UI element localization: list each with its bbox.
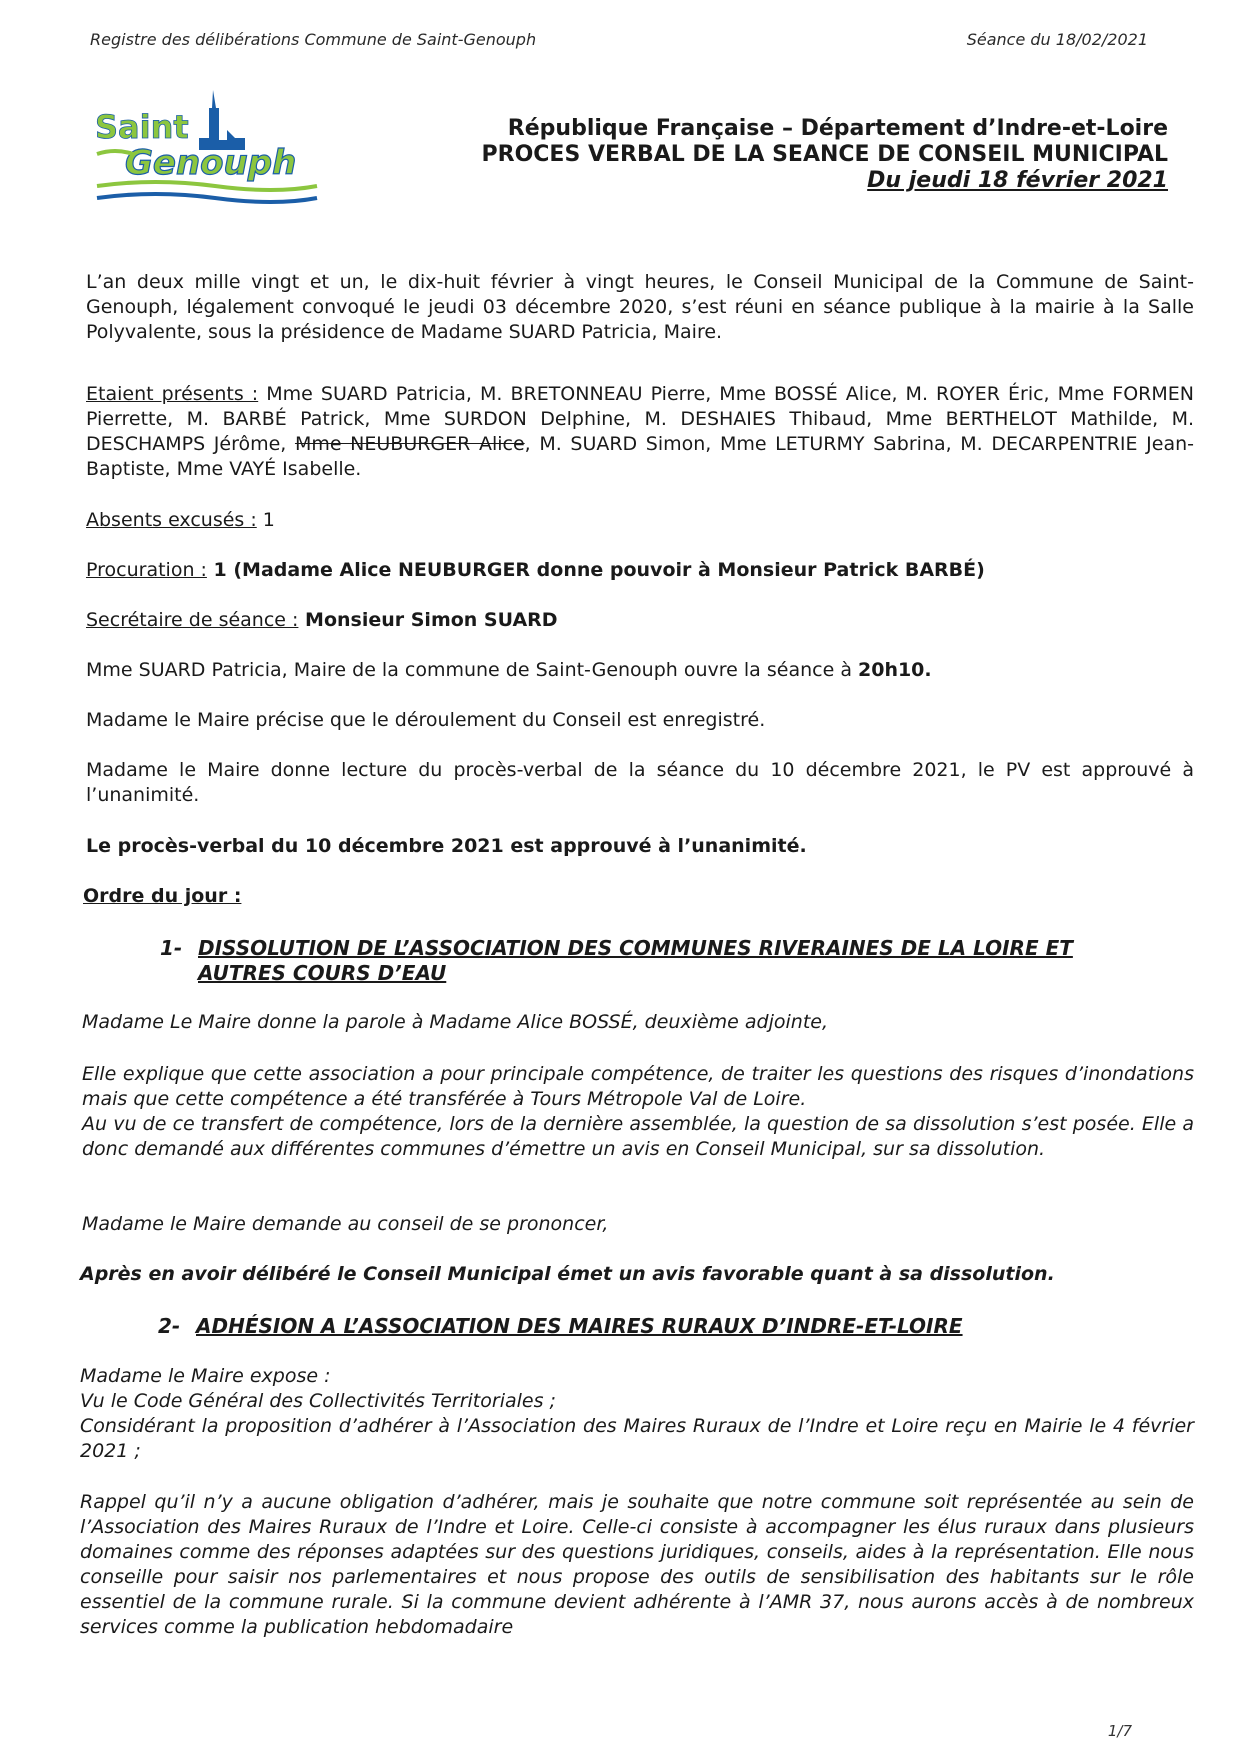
item1-demande: Madame le Maire demande au conseil de se prononcer,	[82, 1213, 609, 1235]
procuration-line	[86, 558, 1194, 583]
absents-line	[86, 508, 1194, 533]
logo-line2: Genouph	[125, 143, 297, 183]
document-title	[482, 116, 1169, 194]
secretaire-label: Secrétaire de séance :	[86, 609, 299, 631]
item1-parole: Madame Le Maire donne la parole à Madame Alice BOSSÉ, deuxième adjointe,	[82, 1011, 829, 1033]
intro-paragraph: L’an deux mille vingt et un, le dix-huit février à vingt heures, le Conseil Municipal de la Commune de Saint-Genouph, légalement convoqué le jeudi 03 décembre 2020, s’est réuni en séance publique à la mairie à la Salle Polyvalente, sous la présidence de Madame SUARD Patricia, Maire.	[86, 271, 1194, 343]
church-icon	[199, 90, 245, 150]
item1-title-line1: DISSOLUTION DE L’ASSOCIATION DES COMMUNES RIVERAINES DE LA LOIRE ET	[198, 936, 1073, 960]
item2-rappel: Rappel qu’il n’y a aucune obligation d’adhérer, mais je souhaite que notre commune soit représentée au sein de l’Association des Maires Ruraux de l’Indre et Loire. Celle-ci consiste à accompagner les élus ruraux dans plusieurs domaines comme des réponses adaptées sur des questions juridiques, conseils, aides à la représentation. Elle nous conseille pour saisir nos parlementaires et nous propose des outils de sensibilisation des habitants sur le rôle essentiel de la commune rurale. Si la commune devient adhérente à l’AMR 37, nous aurons accès à de nombreux services comme la publication hebdomadaire	[80, 1491, 1194, 1638]
title-date: Du jeudi 18 février 2021	[867, 168, 1168, 193]
absents-label: Absents excusés :	[86, 509, 257, 531]
presents-paragraph	[86, 382, 1194, 482]
item1-title-line2: AUTRES COURS D’EAU	[198, 961, 447, 985]
procuration-label: Procuration :	[86, 559, 207, 581]
secretaire-line	[86, 608, 1194, 633]
ordre-du-jour-heading: Ordre du jour :	[83, 885, 242, 907]
item1-transfert: Au vu de ce transfert de compétence, lors de la dernière assemblée, la question de sa dissolution s’est posée. Elle a donc demandé aux différentes communes d’émettre un avis en Conseil Municipal, sur sa dissolution.	[82, 1113, 1194, 1160]
procuration-value: 1 (Madame Alice NEUBURGER donne pouvoir à Monsieur Patrick BARBÉ)	[206, 559, 985, 581]
title-line2: PROCES VERBAL DE LA SEANCE DE CONSEIL MUNICIPAL	[481, 142, 1168, 167]
saint-genouph-logo	[95, 80, 325, 210]
ouverture-line	[86, 658, 1194, 683]
lecture-paragraph: Madame le Maire donne lecture du procès-verbal de la séance du 10 décembre 2021, le PV est approuvé à l’unanimité.	[86, 759, 1194, 806]
presents-list: Mme SUARD Patricia, M. BRETONNEAU Pierre, Mme BOSSÉ Alice, M. ROYER Éric, Mme FORMEN Pierrette, M. BARBÉ Patrick, Mme SURDON Delphine, M. DESHAIES Thibaud, Mme BERTHELOT Mathilde, M. DESCHAMPS Jérôme,	[86, 383, 1194, 455]
header-registre: Registre des délibérations Commune de Saint-Genouph	[90, 30, 537, 49]
item1-explication: Elle explique que cette association a pour principale compétence, de traiter les questions des risques d’inondations mais que cette compétence a été transférée à Tours Métropole Val de Loire.	[82, 1063, 1194, 1110]
wave-green	[97, 182, 317, 190]
item2-heading	[158, 1314, 963, 1339]
secretaire-value: Monsieur Simon SUARD	[298, 609, 558, 631]
item2-considerant: Considérant la proposition d’adhérer à l’Association des Maires Ruraux de l’Indre et Loire reçu en Mairie le 4 février 2021 ;	[80, 1415, 1194, 1462]
presents-struck-name: Mme NEUBURGER Alice	[294, 433, 525, 455]
header-seance-date: Séance du 18/02/2021	[966, 30, 1148, 49]
item2-expose: Madame le Maire expose :	[80, 1365, 331, 1387]
absents-value: 1	[256, 509, 275, 531]
title-line1: République Française – Département d’Indre-et-Loire	[507, 116, 1168, 141]
ouverture-text: Mme SUARD Patricia, Maire de la commune de Saint-Genouph ouvre la séance à	[86, 659, 858, 681]
item1-number: 1-	[160, 936, 183, 960]
logo-line1: Saint	[95, 108, 189, 146]
pv-approuve: Le procès-verbal du 10 décembre 2021 est approuvé à l’unanimité.	[86, 835, 807, 857]
item2-title: ADHÉSION A L’ASSOCIATION DES MAIRES RURAUX D’INDRE-ET-LOIRE	[196, 1314, 963, 1338]
page-number: 1/7	[1107, 1722, 1132, 1740]
presents-label: Etaient présents :	[86, 383, 259, 405]
item2-number: 2-	[158, 1314, 181, 1338]
ouverture-time: 20h10.	[858, 659, 932, 681]
enregistre-line: Madame le Maire précise que le déroulement du Conseil est enregistré.	[86, 709, 766, 731]
item1-heading	[160, 936, 1196, 986]
item2-code: Vu le Code Général des Collectivités Territoriales ;	[80, 1390, 556, 1412]
presents-list-end: , M. SUARD Simon, Mme LETURMY Sabrina, M. DECARPENTRIE Jean-Baptiste, Mme VAYÉ Isabelle.	[86, 433, 1194, 480]
wave-blue	[97, 194, 317, 202]
wave-top	[97, 151, 133, 154]
item1-deliberation: Après en avoir délibéré le Conseil Municipal émet un avis favorable quant à sa dissolution.	[80, 1263, 1055, 1285]
